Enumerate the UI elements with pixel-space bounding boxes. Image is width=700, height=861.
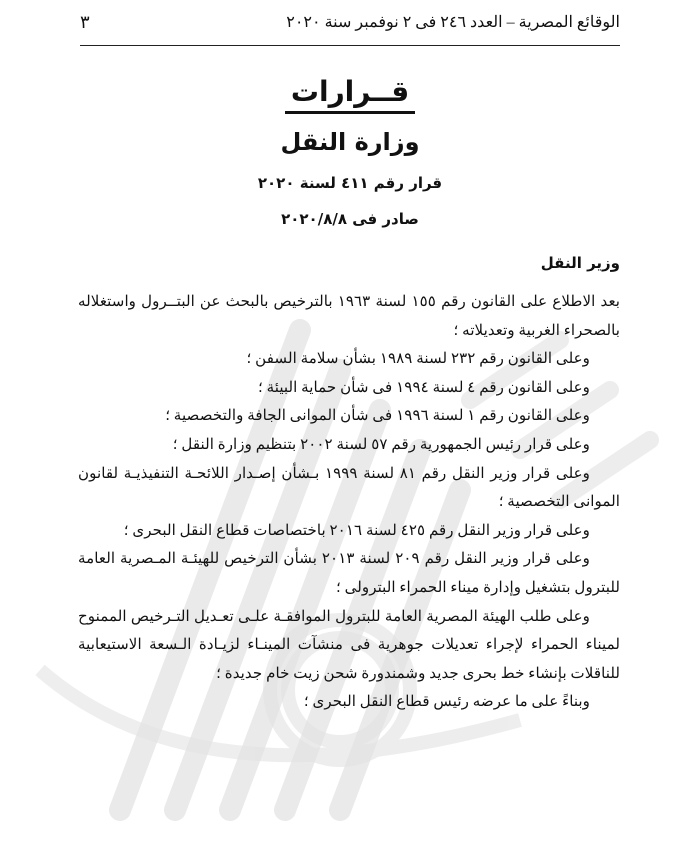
preamble-paragraph: وعلى طلب الهيئة المصرية العامة للبترول الموافقـة علـى تعـديل التـرخيص الممنوح لميناء الحمراء لإجراء تعديلات جوهرية فى منشآت المينـاء لزيـادة الـسعة الاستيعابية للناقلات بإنشاء خط بحرى جديد وشمندورة شحن زيت خام جديدة ؛ (78, 607, 620, 682)
decree-issue-date: صادر فى ٢٠٢٠/٨/٨ (281, 210, 419, 228)
preamble-paragraph: وعلى قرار وزير النقل رقم ٨١ لسنة ١٩٩٩ بـشأن إصـدار اللائحـة التنفيذيـة لقانون الموانى التخصصية ؛ (78, 464, 620, 511)
preamble-paragraph: وعلى قرار وزير النقل رقم ٤٢٥ لسنة ٢٠١٦ باختصاصات قطاع النقل البحرى ؛ (123, 521, 590, 539)
preamble-paragraph: وعلى القانون رقم ٤ لسنة ١٩٩٤ فى شأن حماية البيئة ؛ (257, 378, 590, 396)
ministry-title: وزارة النقل (280, 128, 420, 156)
gazette-issue-line: الوقائع المصرية – العدد ٢٤٦ فى ٢ نوفمبر سنة ٢٠٢٠ (286, 14, 620, 31)
decree-number: قرار رقم ٤١١ لسنة ٢٠٢٠ (257, 174, 443, 192)
preamble-paragraph: وبناءً على ما عرضه رئيس قطاع النقل البحرى ؛ (303, 693, 590, 711)
preamble-paragraph: وعلى قرار وزير النقل رقم ٢٠٩ لسنة ٢٠١٣ بشأن الترخيص للهيئـة المـصرية العامة للبترول بتشغيل وإدارة ميناء الحمراء البترولى ؛ (78, 550, 620, 596)
preamble-paragraph: وعلى القانون رقم ١ لسنة ١٩٩٦ فى شأن الموانى الجافة والتخصصية ؛ (165, 407, 590, 425)
header-divider (80, 45, 620, 46)
preamble-paragraph: وعلى قرار رئيس الجمهورية رقم ٥٧ لسنة ٢٠٠٢ بتنظيم وزارة النقل ؛ (172, 435, 590, 453)
preamble-paragraph: وعلى القانون رقم ٢٣٢ لسنة ١٩٨٩ بشأن سلامة السفن ؛ (246, 350, 590, 368)
minister-heading: وزير النقل (540, 254, 620, 272)
section-title-text: قــرارات (285, 75, 415, 114)
preamble-paragraph: بعد الاطلاع على القانون رقم ١٥٥ لسنة ١٩٦٣ بالترخيص بالبحث عن البتــرول واستغلاله بالصحراء الغربية وتعديلاته ؛ (78, 293, 621, 339)
page-number: ٣ (80, 11, 90, 32)
decree-preamble (78, 288, 620, 717)
page-header (80, 8, 620, 36)
section-title (0, 75, 700, 108)
